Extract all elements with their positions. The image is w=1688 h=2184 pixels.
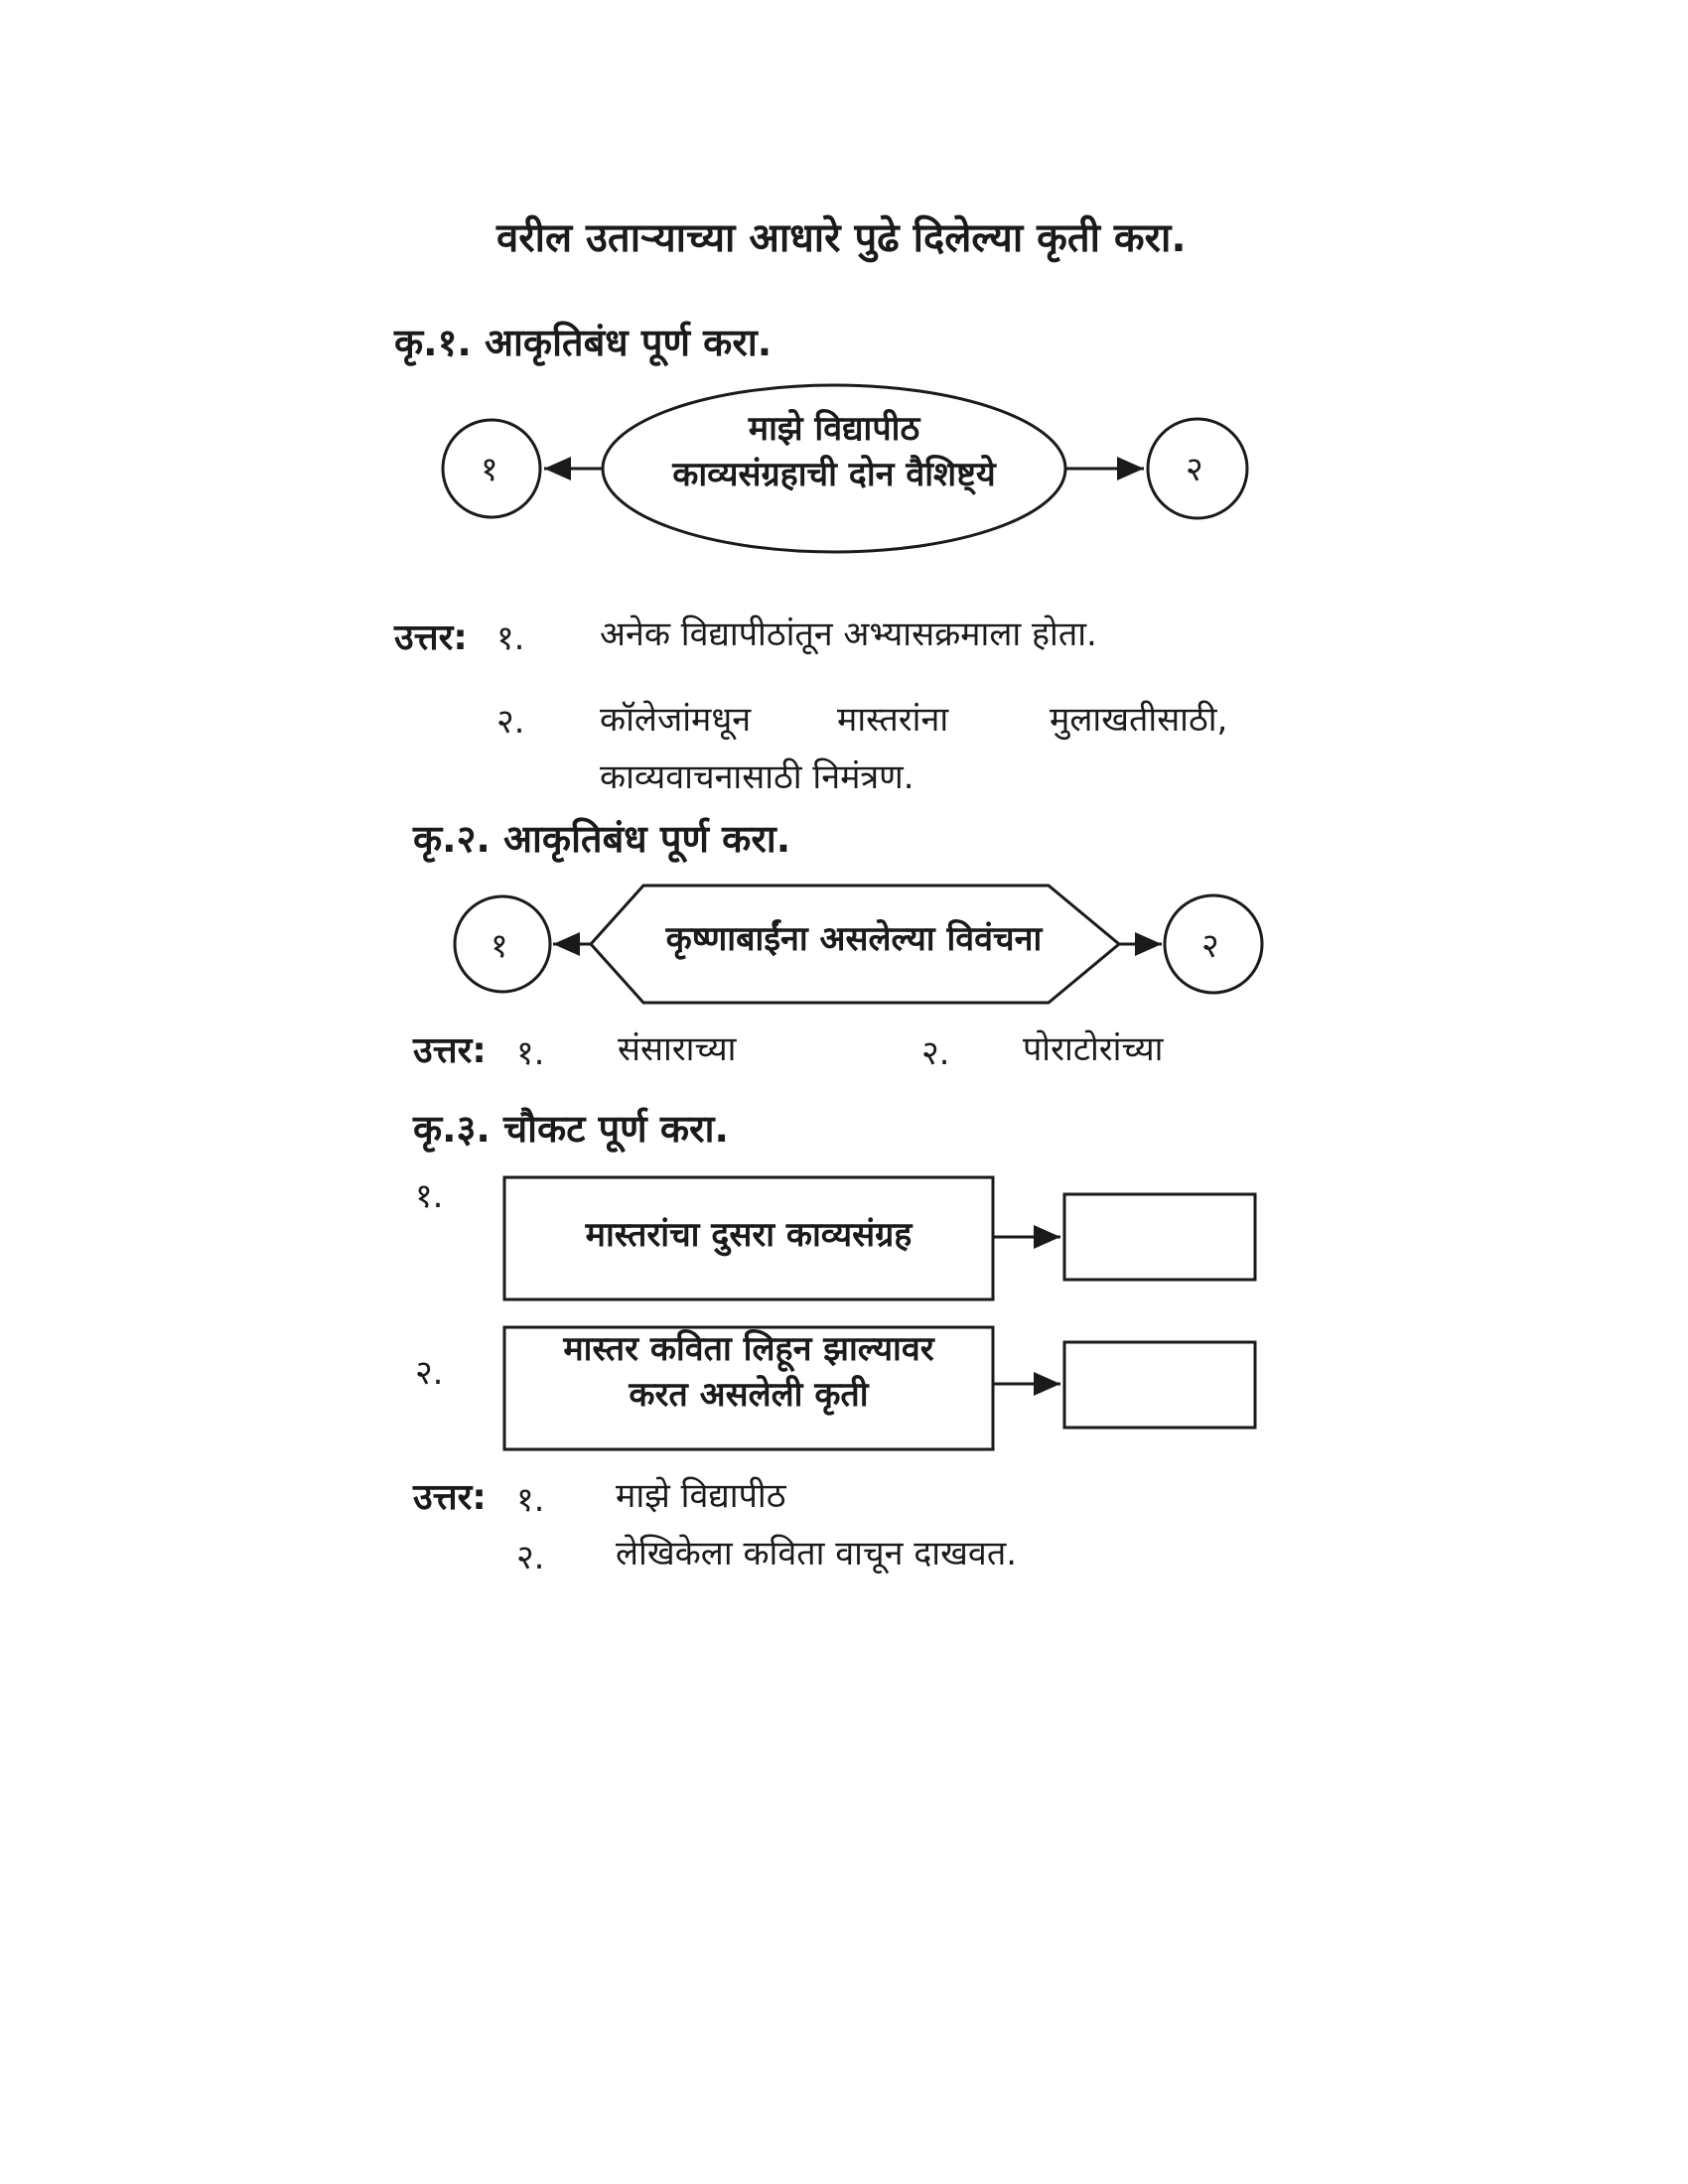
- q3-row2-line1: मास्तर कविता लिहून झाल्यावर: [563, 1329, 934, 1369]
- q3-row2-num: २.: [415, 1353, 444, 1393]
- q3-row2-line2: करत असलेली कृती: [629, 1374, 869, 1415]
- q3-answer-2-text: लेखिकेला कविता वाचून दाखवत.: [616, 1534, 1018, 1573]
- instruction: वरील उताऱ्याच्या आधारे पुढे दिलेल्या कृती करा.: [496, 215, 1187, 261]
- q2-answer-label: उत्तर:: [413, 1030, 487, 1071]
- q3-row1-text: मास्तरांचा दुसरा काव्यसंग्रह: [585, 1215, 913, 1255]
- q3-heading: कृ.३. चौकट पूर्ण करा.: [413, 1107, 729, 1151]
- q3-answer-1-num: १.: [516, 1480, 545, 1520]
- q1-answer-1-text: अनेक विद्यापीठांतून अभ्यासक्रमाला होता.: [600, 614, 1097, 654]
- q3-row1-num: १.: [415, 1176, 444, 1216]
- q1-center-text: [603, 407, 1065, 498]
- q2-answer-1-num: १.: [516, 1033, 545, 1073]
- q1-answer-2-num: २.: [496, 702, 525, 742]
- q1-right-circle-label: २: [1186, 450, 1203, 489]
- q1-answer-2-line2: काव्यवाचनासाठी निमंत्रण.: [600, 757, 914, 797]
- q2-answer-2-text: पोराटोरांच्या: [1023, 1029, 1164, 1069]
- q1-center-line1: माझे विद्यापीठ: [748, 409, 920, 449]
- q3-answer-label: उत्तर:: [413, 1477, 487, 1518]
- q3-row2-text: [504, 1327, 993, 1419]
- q2-answer-2-num: २.: [921, 1033, 950, 1073]
- q2-right-circle-label: २: [1201, 926, 1219, 966]
- q1-answer-label: उत्तर:: [394, 617, 468, 658]
- q2-center-text: कृष्णाबाईंना असलेल्या विवंचना: [665, 919, 1043, 959]
- q2-answer-1-text: संसाराच्या: [618, 1029, 737, 1069]
- q1-heading: कृ.१. आकृतिबंध पूर्ण करा.: [394, 321, 773, 364]
- q1-answer-1-num: १.: [496, 618, 525, 658]
- q1-answer-2-word1: कॉलेजांमधून: [600, 700, 752, 740]
- q1-answer-2-word2: मास्तरांना: [837, 700, 949, 740]
- q3-answer-1-text: माझे विद्यापीठ: [616, 1476, 786, 1516]
- q2-heading: कृ.२. आकृतिबंध पूर्ण करा.: [413, 817, 791, 861]
- q3-answer-2-num: २.: [516, 1538, 545, 1577]
- q1-left-circle-label: १: [481, 450, 498, 489]
- q3-row1-answer-box: [1064, 1194, 1255, 1280]
- q1-answer-2-word3: मुलाखतीसाठी,: [1050, 700, 1228, 740]
- q2-left-circle-label: १: [491, 926, 508, 966]
- q3-row2-answer-box: [1064, 1342, 1255, 1428]
- q1-center-line2: काव्यसंग्रहाची दोन वैशिष्ट्ये: [672, 454, 996, 494]
